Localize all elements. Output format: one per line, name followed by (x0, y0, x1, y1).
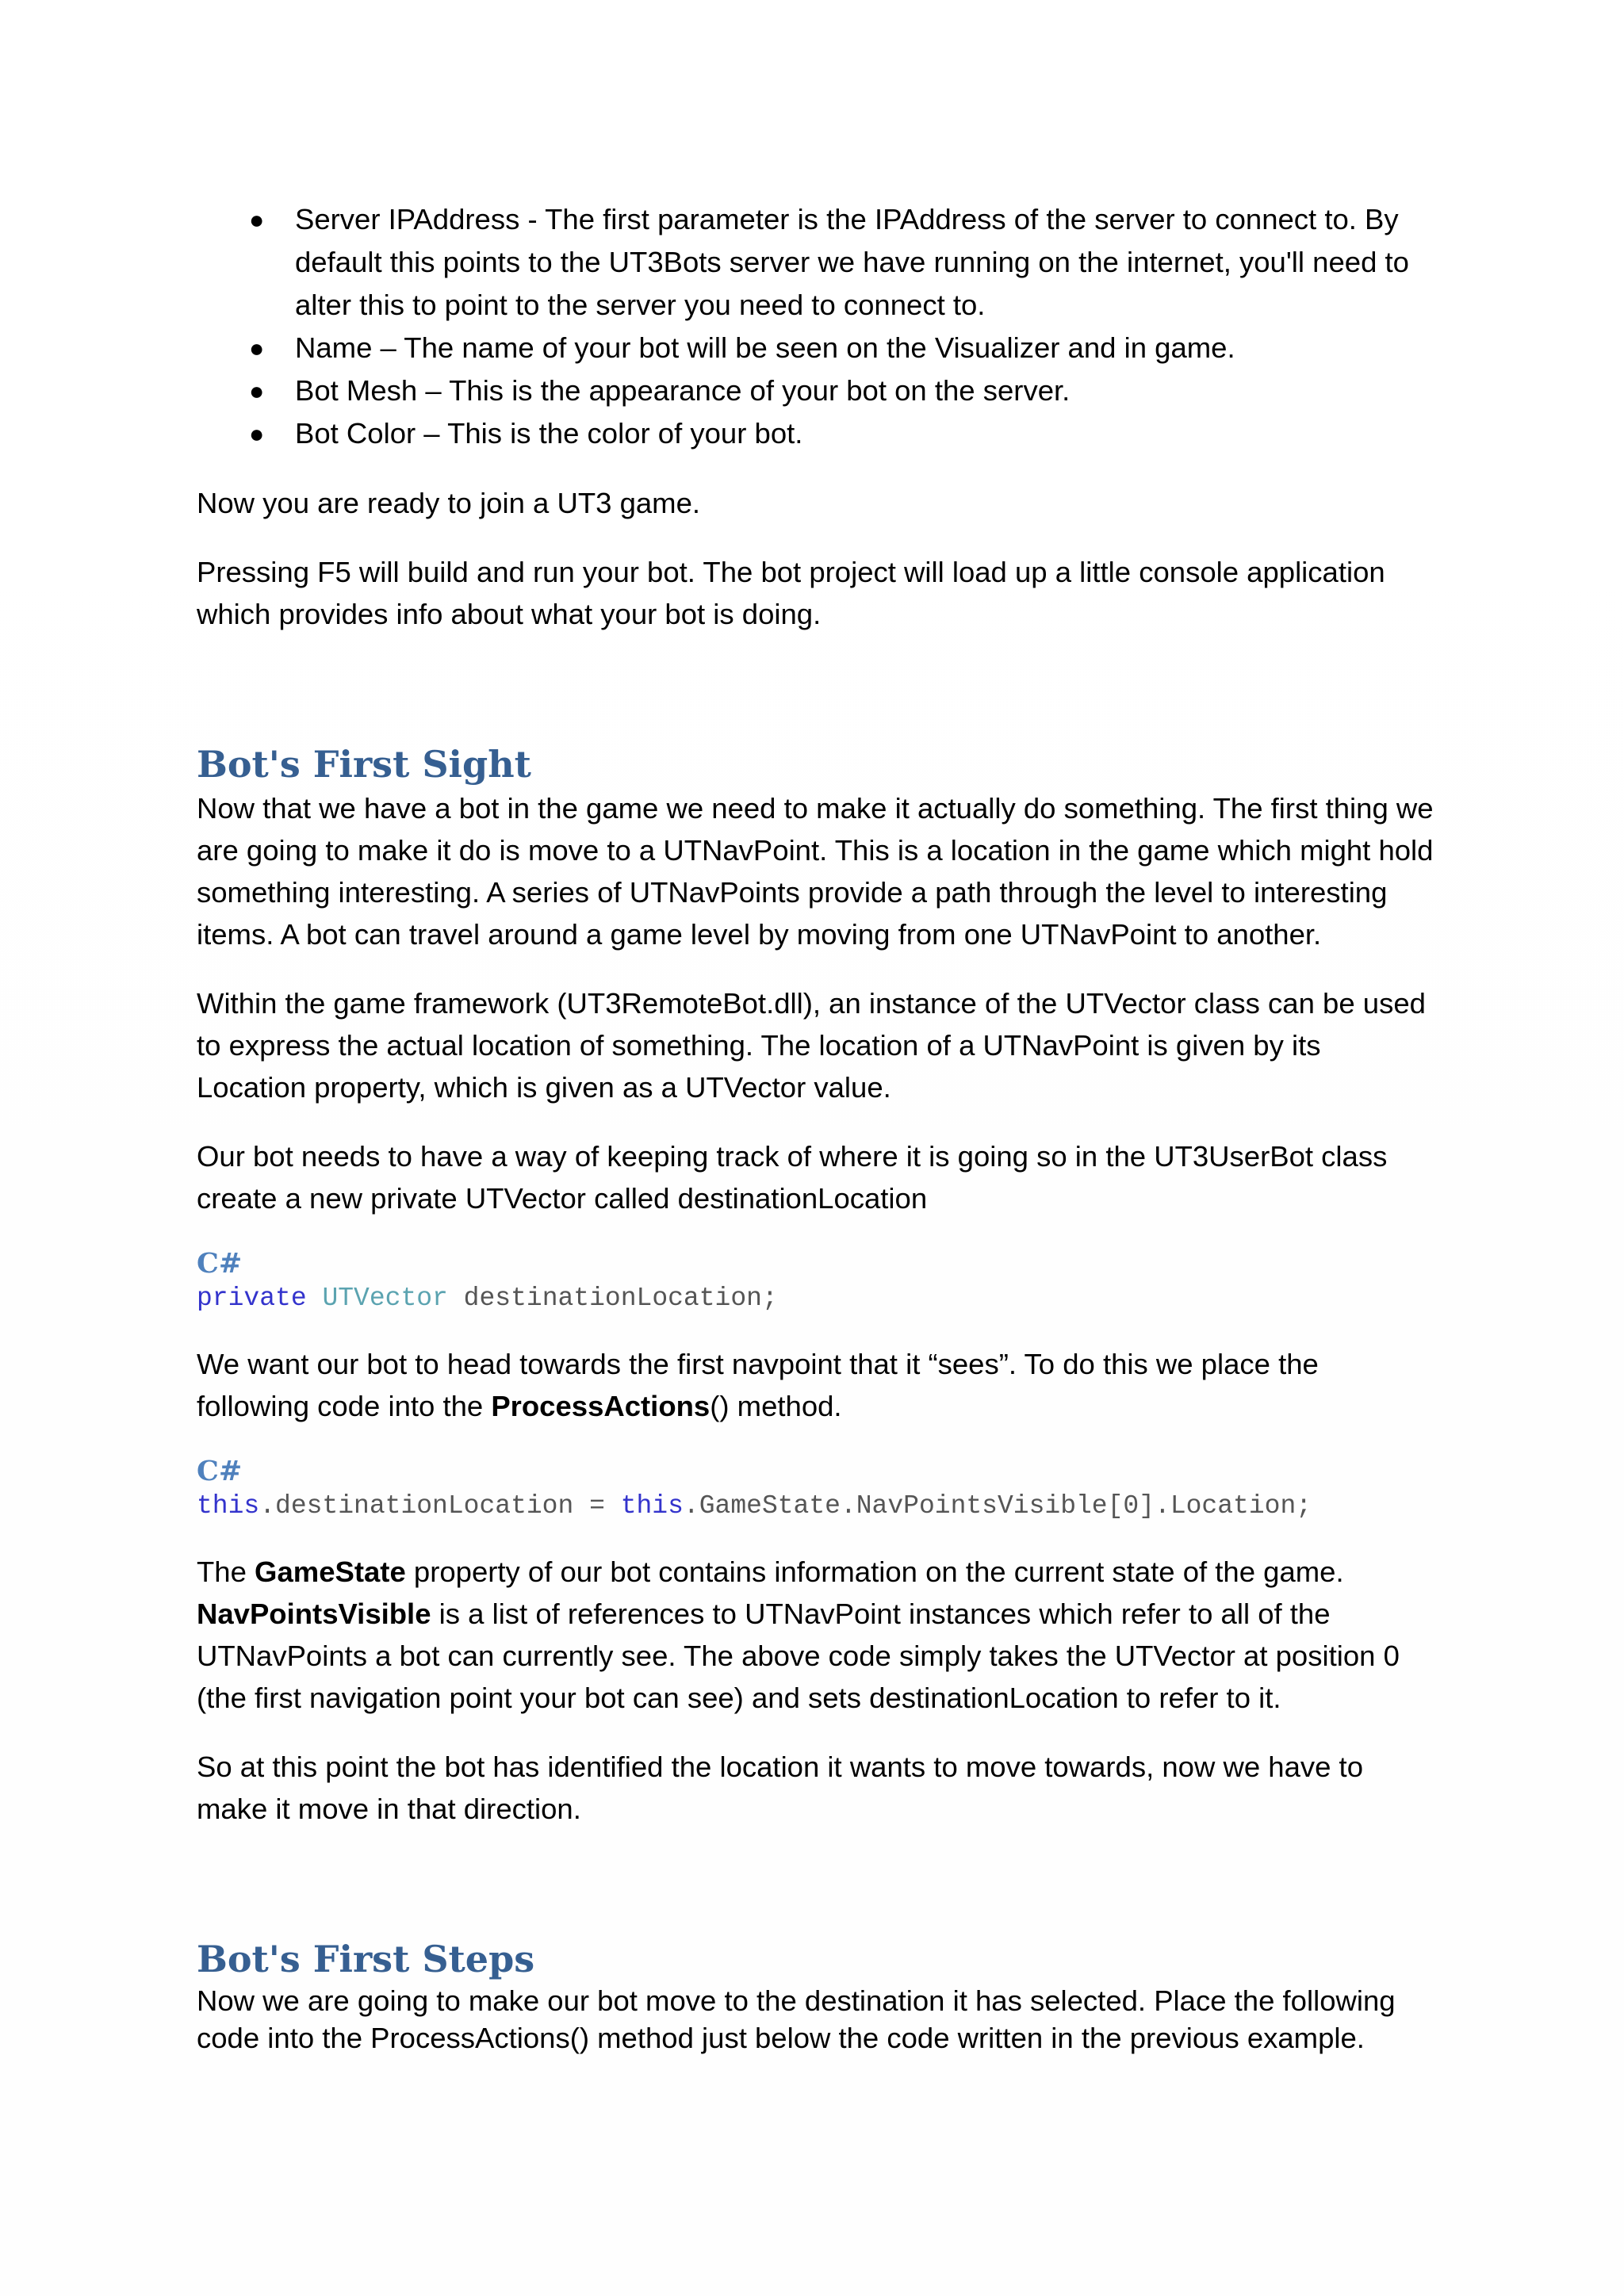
paragraph: Our bot needs to have a way of keeping track of where it is going so in the UT3UserBot class create a new private UTVector called destinationLocation (197, 1140, 1388, 1215)
list-item: ● Bot Mesh – This is the appearance of your bot on the server. (197, 369, 1434, 412)
code-snippet-assignment: this.destinationLocation = this.GameState.NavPointsVisible[0].Location; (197, 1491, 1312, 1521)
bullet-icon: ● (249, 377, 265, 405)
bullet-icon: ● (249, 419, 265, 448)
list-item: ● Server IPAddress - The first parameter is the IPAddress of the server to connect to. By default this points to the UT3Bots server we have running on the internet, you'll need to alter this to point to the server you need to connect to. (197, 198, 1434, 327)
code-snippet-declaration: private UTVector destinationLocation; (197, 1284, 778, 1313)
paragraph: So at this point the bot has identified the location it wants to move towards, now we have to make it move in that direction. (197, 1751, 1363, 1825)
paragraph: Now that we have a bot in the game we need to make it actually do something. The first thing we are going to make it do is move to a UTNavPoint. This is a location in the game which might hold something interesting. A series of UTNavPoints provide a path through the level to interesting items. A bot can travel around a game level by moving from one UTNavPoint to another. (197, 792, 1434, 951)
code-language-label: C# (197, 1455, 243, 1487)
bullet-icon: ● (249, 334, 265, 362)
parameter-list (197, 198, 1434, 455)
paragraph: Now we are going to make our bot move to the destination it has selected. Place the following code into the ProcessActions() method just below the code written in the previous example. (197, 1984, 1396, 2054)
list-item: ● Bot Color – This is the color of your bot. (197, 412, 1434, 455)
bullet-icon: ● (249, 205, 265, 234)
paragraph: Within the game framework (UT3RemoteBot.dll), an instance of the UTVector class can be used to express the actual location of something. The location of a UTNavPoint is given by its Location property, which is given as a UTVector value. (197, 987, 1426, 1104)
section-heading-first-sight: Bot's First Sight (197, 743, 531, 786)
paragraph: We want our bot to head towards the first navpoint that it “sees”. To do this we place the following code into the ProcessActions() method. (197, 1348, 1319, 1422)
paragraph-ready: Now you are ready to join a UT3 game. (197, 487, 701, 519)
section-gap (197, 662, 1434, 741)
paragraph-f5: Pressing F5 will build and run your bot. The bot project will load up a little console application which provides info about what your bot is doing. (197, 556, 1385, 630)
paragraph: The GameState property of our bot contains information on the current state of the game. NavPointsVisible is a list of references to UTNavPoint instances which refer to all of the UTNavPoints a bot can currently see. The above code simply takes the UTVector at position 0 (the first navigation point your bot can see) and sets destinationLocation to refer to it. (197, 1556, 1400, 1714)
section-gap (197, 1857, 1434, 1936)
section-heading-first-steps: Bot's First Steps (197, 1938, 535, 1980)
page-content (197, 198, 1434, 2084)
code-language-label: C# (197, 1247, 243, 1280)
list-item: ● Name – The name of your bot will be seen on the Visualizer and in game. (197, 327, 1434, 369)
